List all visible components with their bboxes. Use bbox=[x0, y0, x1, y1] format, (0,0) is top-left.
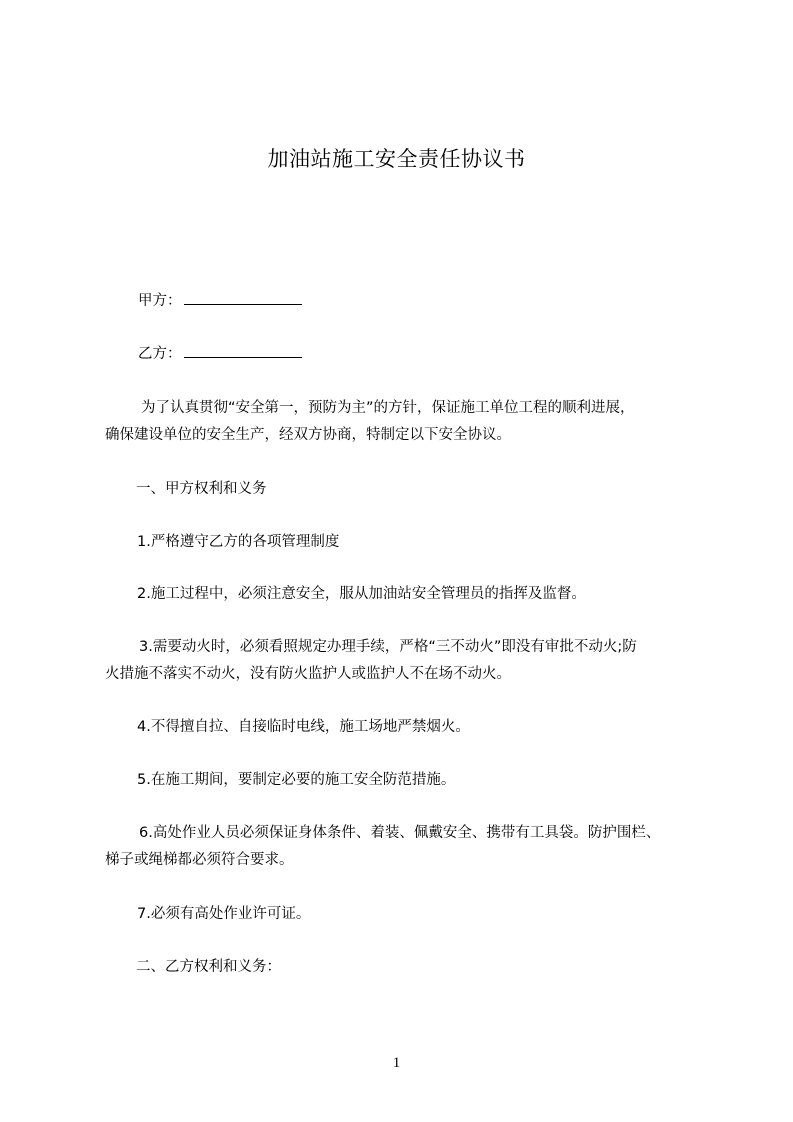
party-b-line bbox=[105, 341, 748, 368]
section-heading-party-b: 二、乙方权利和义务： bbox=[136, 959, 281, 975]
clause-item-multiline bbox=[105, 820, 715, 874]
intro-paragraph bbox=[105, 395, 715, 449]
clause-item: 1.严格遵守乙方的各项管理制度 bbox=[137, 534, 340, 550]
clause-item: 4.不得擅自拉、自接临时电线，施工场地严禁烟火。 bbox=[137, 719, 470, 735]
page-number: 1 bbox=[392, 1055, 401, 1071]
section-heading-party-a: 一、甲方权利和义务 bbox=[136, 481, 267, 497]
clause-line: 火措施不落实不动火，没有防火监护人或监护人不在场不动火。 bbox=[105, 666, 511, 682]
intro-line: 确保建设单位的安全生产，经双方协商，特制定以下安全协议。 bbox=[105, 427, 511, 443]
intro-line: 为了认真贯彻“安全第一，预防为主”的方针，保证施工单位工程的顺利进展， bbox=[141, 400, 635, 416]
party-b-label: 乙方： bbox=[138, 346, 182, 362]
party-b-blank bbox=[184, 343, 302, 358]
clause-item: 2.施工过程中，必须注意安全，服从加油站安全管理员的指挥及监督。 bbox=[137, 586, 586, 602]
party-a-label: 甲方： bbox=[138, 293, 182, 309]
clause-line: 6.高处作业人员必须保证身体条件、着装、佩戴安全、携带有工具袋。防护围栏、 bbox=[139, 825, 661, 841]
document-title: 加油站施工安全责任协议书 bbox=[267, 147, 526, 171]
clause-line: 3.需要动火时，必须看照规定办理手续，严格“三不动火”即没有审批不动火;防 bbox=[139, 639, 637, 655]
party-a-line bbox=[105, 288, 748, 315]
clause-item: 7.必须有高处作业许可证。 bbox=[137, 906, 311, 922]
party-a-blank bbox=[184, 290, 302, 305]
clause-item: 5.在施工期间，要制定必要的施工安全防范措施。 bbox=[137, 772, 456, 788]
clause-line: 梯子或绳梯都必须符合要求。 bbox=[105, 852, 294, 868]
clause-item-multiline bbox=[105, 634, 715, 688]
